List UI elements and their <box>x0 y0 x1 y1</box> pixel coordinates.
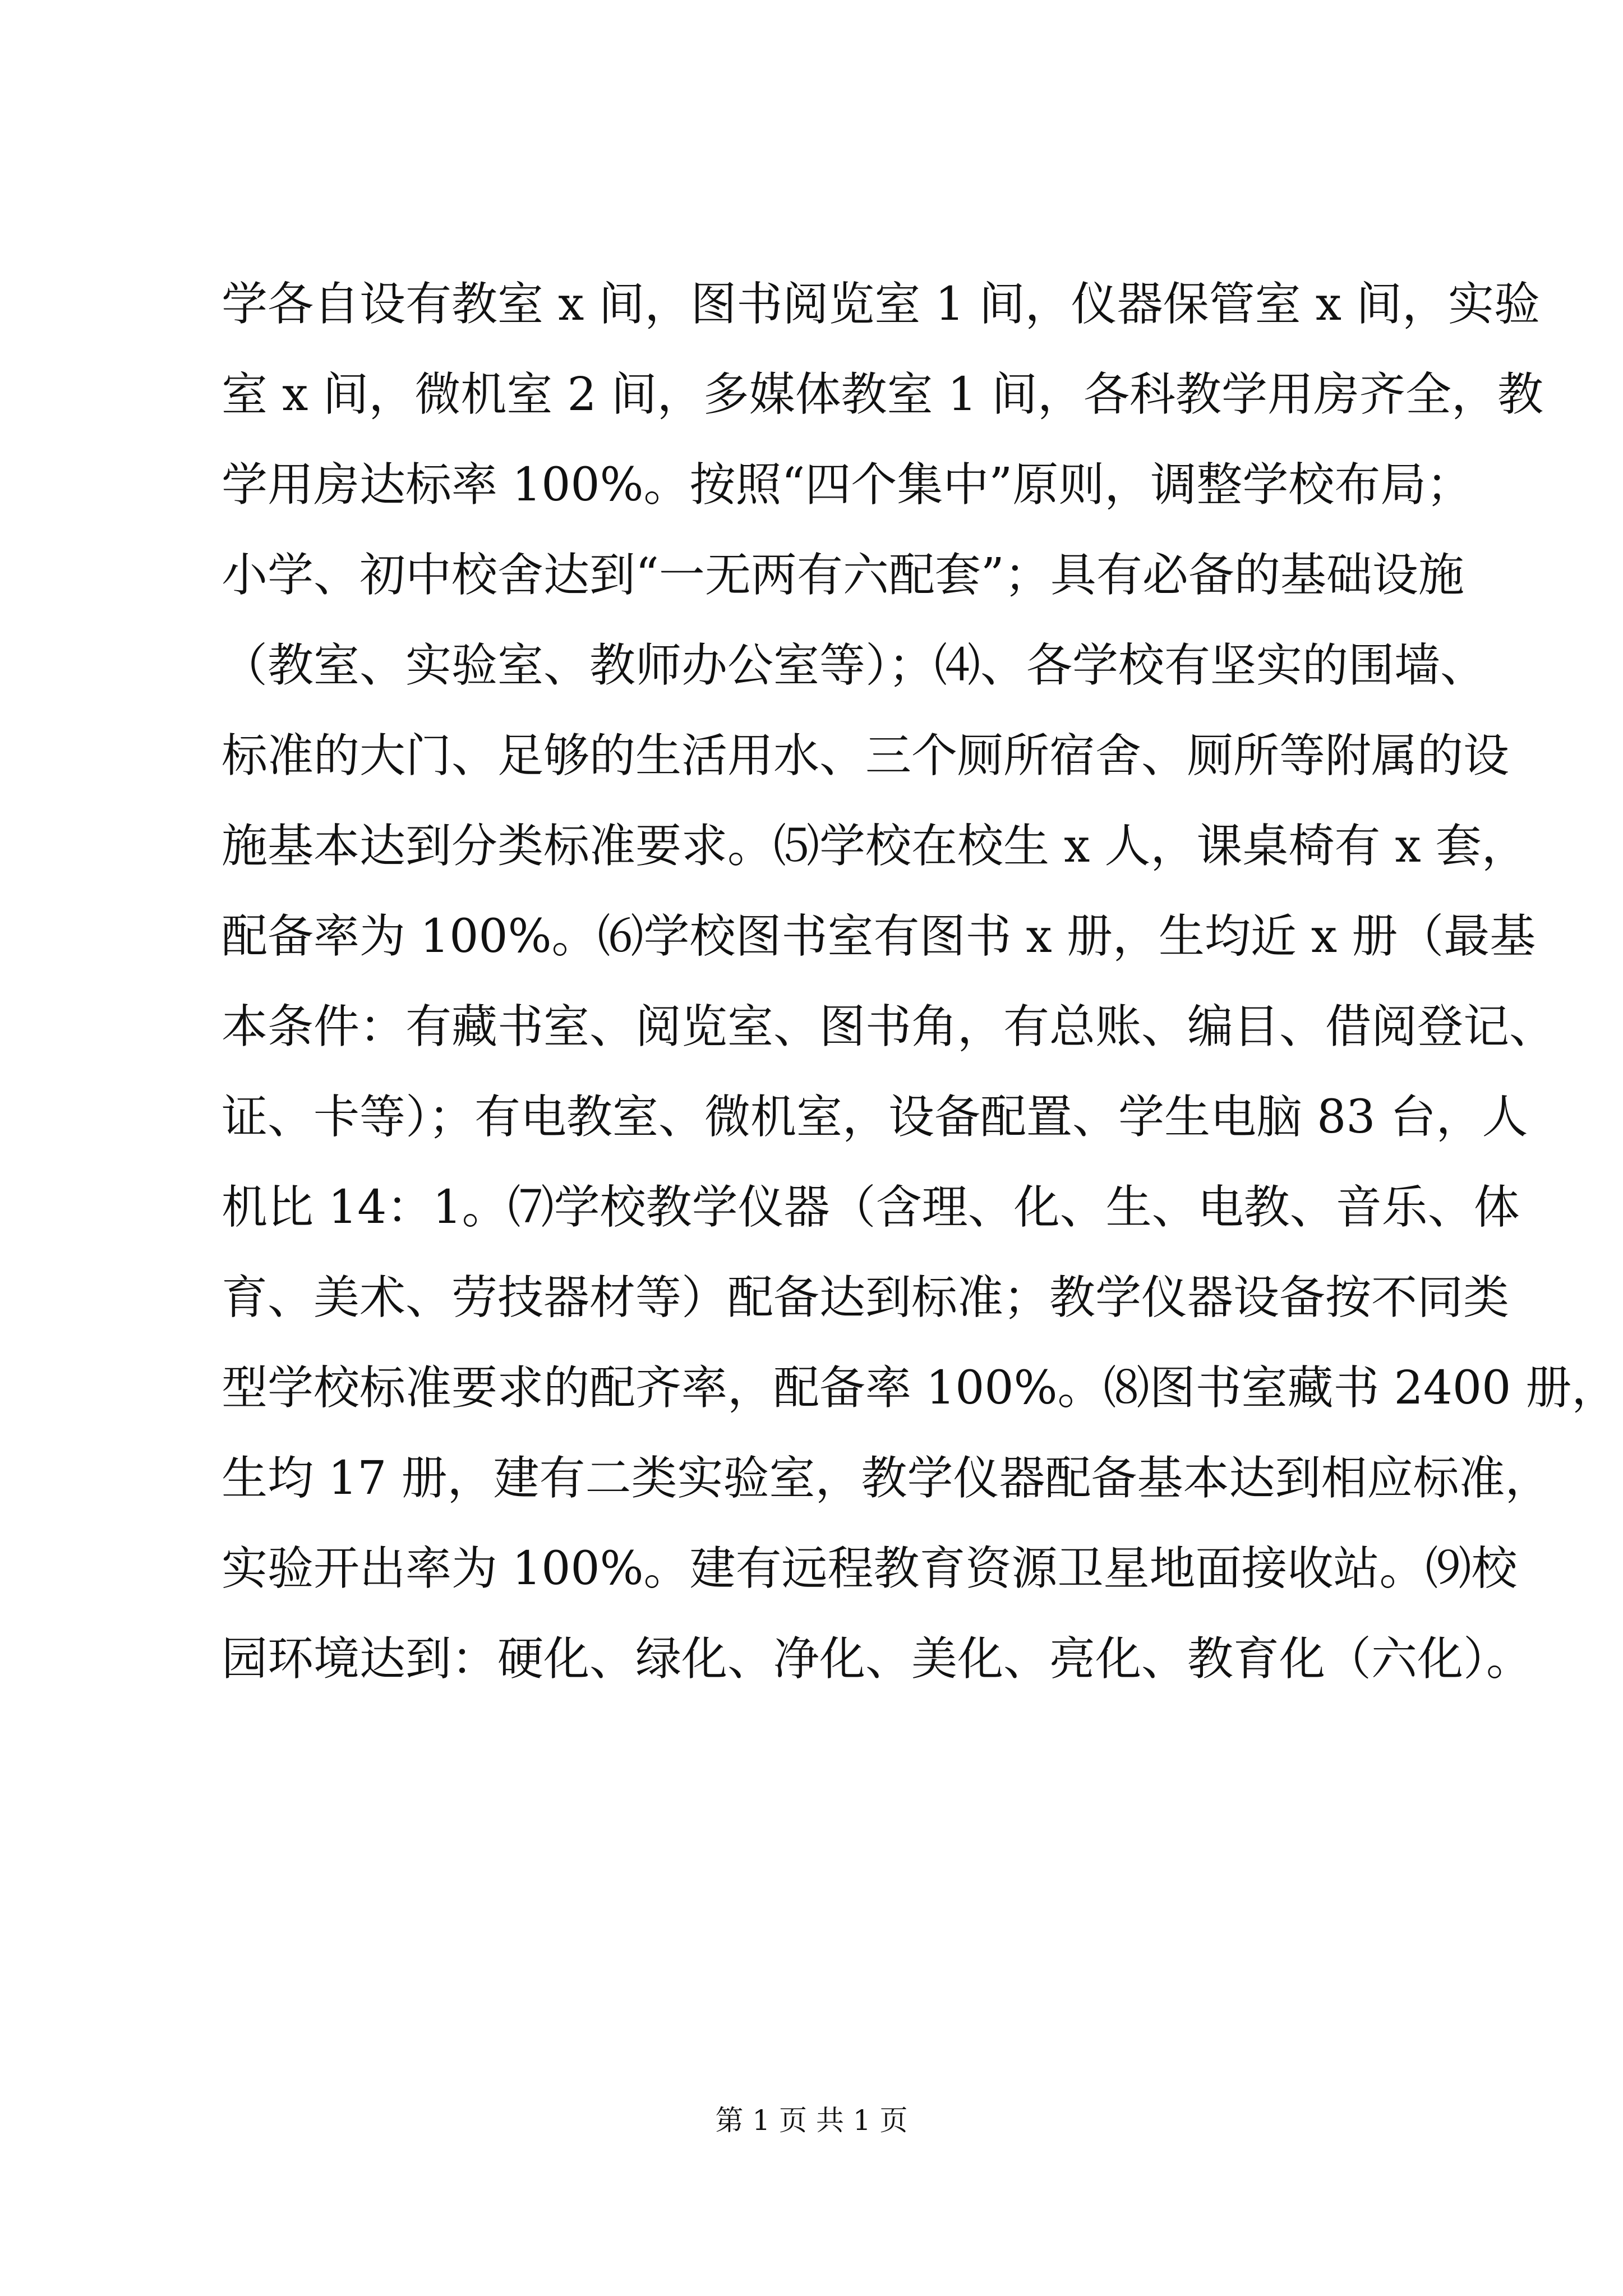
text-line: 小学、初中校舍达到“一无两有六配套”；具有必备的基础设施 <box>222 549 1464 602</box>
text-line: 学用房达标率 100%。按照“四个集中”原则，调整学校布局； <box>222 458 1473 512</box>
page-number-label: 第 1 页 共 1 页 <box>715 2104 908 2137</box>
text-line: 配备率为 100%。⑹学校图书室有图书 x 册，生均近 x 册（最基 <box>222 910 1536 963</box>
text-line: 标准的大门、足够的生活用水、三个厕所宿舍、厕所等附属的设 <box>222 729 1510 783</box>
text-line: 实验开出率为 100%。建有远程教育资源卫星地面接收站。⑼校 <box>222 1542 1518 1595</box>
body-paragraph <box>222 259 1618 1704</box>
text-line: 室 x 间，微机室 2 间，多媒体教室 1 间，各科教学用房齐全，教 <box>222 368 1543 421</box>
text-line: 证、卡等）；有电教室、微机室，设备配置、学生电脑 83 台，人 <box>222 1091 1528 1144</box>
text-line: 本条件：有藏书室、阅览室、图书角，有总账、编目、借阅登记、 <box>222 1000 1556 1053</box>
text-line: 育、美术、劳技器材等）配备达到标准；教学仪器设备按不同类 <box>222 1271 1510 1324</box>
text-line: （教室、实验室、教师办公室等）；⑷、各学校有坚实的围墙、 <box>222 639 1487 692</box>
text-line: 施基本达到分类标准要求。⑸学校在校生 x 人，课桌椅有 x 套， <box>222 820 1528 873</box>
text-line: 型学校标准要求的配齐率，配备率 100%。⑻图书室藏书 2400 册， <box>222 1361 1618 1415</box>
text-line: 学各自设有教室 x 间，图书阅览室 1 间，仪器保管室 x 间，实验 <box>222 278 1541 331</box>
text-line: 生均 17 册，建有二类实验室，教学仪器配备基本达到相应标准， <box>222 1452 1551 1505</box>
text-line: 园环境达到：硬化、绿化、净化、美化、亮化、教育化（六化）。 <box>222 1632 1533 1686</box>
text-line: 机比 14：1。⑺学校教学仪器（含理、化、生、电教、音乐、体 <box>222 1181 1520 1234</box>
page-footer <box>0 2101 1623 2140</box>
